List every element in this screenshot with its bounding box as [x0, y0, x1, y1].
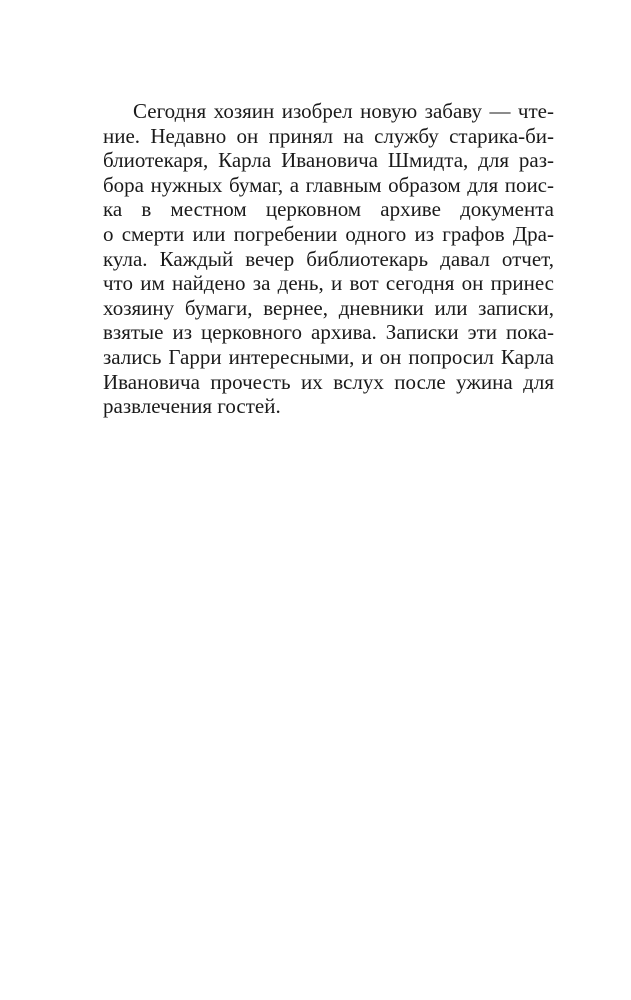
text-line: Сегодня хозяин изобрел новую забаву — чте- — [133, 99, 554, 123]
text-line: кула. Каждый вечер библиотекарь давал отчет, — [103, 246, 554, 271]
text-line: Ивановича прочесть их вслух после ужина для — [103, 369, 554, 394]
text-line: блиотекаря, Карла Ивановича Шмидта, для раз- — [103, 148, 554, 173]
text-line: что им найдено за день, и вот сегодня он принес — [103, 271, 554, 296]
text-line: бора нужных бумаг, а главным образом для поис- — [103, 172, 554, 197]
text-line: ка в местном церковном архиве документа — [103, 197, 554, 222]
text-line: взятые из церковного архива. Записки эти пока- — [103, 320, 554, 345]
text-line: хозяину бумаги, вернее, дневники или записки, — [103, 295, 554, 320]
text-line: ние. Недавно он принял на службу старика-би- — [103, 123, 554, 148]
text-line: развлечения гостей. — [103, 394, 281, 419]
text-line: зались Гарри интересными, и он попросил Карла — [103, 344, 554, 369]
paragraph — [103, 99, 554, 419]
text-line: о смерти или погребении одного из графов Дра- — [103, 221, 554, 246]
